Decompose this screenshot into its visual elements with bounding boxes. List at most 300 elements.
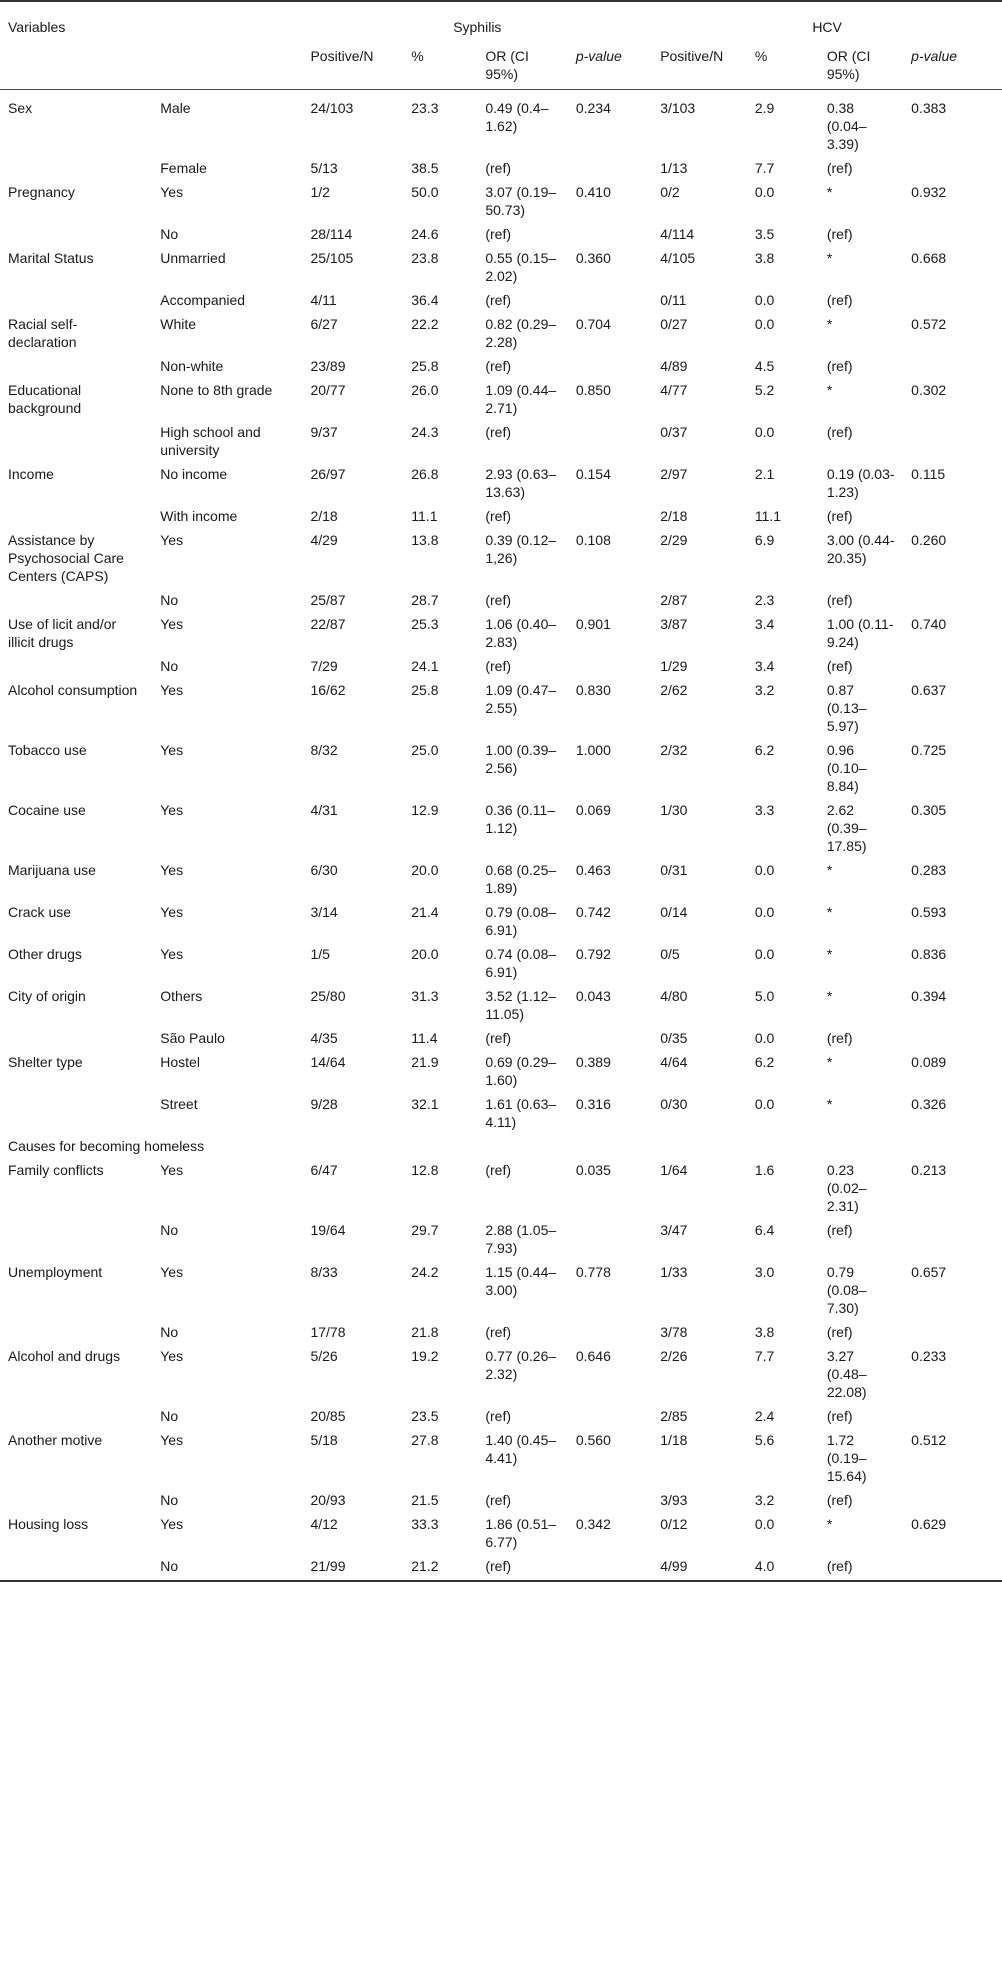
- hcv-pvalue: 0.283: [911, 862, 947, 878]
- hcv-positive: 0/37: [660, 424, 688, 440]
- hcv-or: (ref): [826, 292, 853, 308]
- row-category: Yes: [160, 1162, 184, 1178]
- row-variable: [0, 354, 152, 378]
- hcv-percent: 0.0: [754, 424, 775, 440]
- table-row: [0, 1158, 1002, 1218]
- syphilis-positive: 22/87: [310, 616, 346, 632]
- hcv-or: (ref): [819, 1554, 903, 1581]
- hcv-or: 3.27 (0.48–22.08): [826, 1348, 867, 1400]
- row-category: Yes: [160, 862, 184, 878]
- syphilis-pvalue: 0.389: [575, 1054, 611, 1070]
- row-variable: [0, 420, 152, 462]
- hcv-or: *: [826, 382, 833, 398]
- syphilis-percent: 26.8: [411, 466, 439, 482]
- hcv-percent: 3.2: [754, 1492, 775, 1508]
- syphilis-positive: 4/12: [310, 1516, 338, 1532]
- syphilis-percent: 25.8: [411, 358, 439, 374]
- syphilis-or: (ref): [485, 1030, 511, 1046]
- row-variable: Marijuana use: [8, 862, 96, 878]
- hcv-percent: 0.0: [754, 946, 775, 962]
- row-category: Street: [160, 1096, 198, 1112]
- syphilis-pvalue: 0.646: [575, 1348, 611, 1364]
- syphilis-percent: 12.8: [411, 1162, 439, 1178]
- hcv-pvalue: 0.089: [911, 1054, 947, 1070]
- row-category: No: [160, 592, 179, 608]
- hcv-pvalue: 0.302: [911, 382, 947, 398]
- hcv-or: (ref): [826, 508, 853, 524]
- syphilis-percent: 25.0: [411, 742, 439, 758]
- syphilis-pvalue: 0.704: [575, 316, 611, 332]
- hcv-or: 1.00 (0.11-9.24): [826, 616, 894, 650]
- syphilis-positive: 19/64: [310, 1222, 346, 1238]
- syphilis-pvalue: 0.342: [575, 1516, 611, 1532]
- row-variable: Tobacco use: [8, 742, 87, 758]
- hcv-pvalue: 0.572: [911, 316, 947, 332]
- syphilis-or: 0.77 (0.26–2.32): [485, 1348, 557, 1382]
- hcv-or: (ref): [826, 592, 853, 608]
- hcv-positive: 4/77: [660, 382, 688, 398]
- syphilis-or: 1.09 (0.44–2.71): [485, 382, 557, 416]
- syphilis-positive: 6/47: [310, 1162, 338, 1178]
- row-variable: Income: [8, 466, 54, 482]
- syphilis-percent: 21.4: [411, 904, 439, 920]
- row-variable: [0, 1488, 152, 1512]
- syphilis-or: 1.40 (0.45–4.41): [485, 1432, 557, 1466]
- syphilis-pvalue: [568, 654, 652, 678]
- table-header: [0, 1, 1002, 90]
- syphilis-or: 1.61 (0.63–4.11): [485, 1096, 557, 1130]
- syphilis-pvalue: 0.830: [575, 682, 611, 698]
- row-variable: Crack use: [8, 904, 72, 920]
- syphilis-pvalue: [568, 222, 652, 246]
- syphilis-positive: 20/77: [310, 382, 346, 398]
- hcv-percent: 0.0: [754, 292, 775, 308]
- table-row: [0, 1218, 1002, 1260]
- table-row: [0, 1512, 1002, 1554]
- hcv-or: *: [826, 184, 833, 200]
- syphilis-positive: 8/32: [310, 742, 338, 758]
- syphilis-percent: 11.4: [411, 1030, 438, 1046]
- row-category: No income: [160, 466, 228, 482]
- syphilis-positive: 4/29: [310, 532, 338, 548]
- hcv-percent: 0.0: [754, 1516, 775, 1532]
- syphilis-or: (ref): [485, 292, 511, 308]
- hcv-percent: 0.0: [754, 316, 775, 332]
- hcv-positive: 3/47: [660, 1222, 688, 1238]
- hcv-or: *: [826, 1054, 833, 1070]
- row-category: White: [160, 316, 197, 332]
- syphilis-pvalue: [568, 288, 652, 312]
- syphilis-pvalue: 0.035: [575, 1162, 611, 1178]
- syphilis-or: (ref): [485, 658, 511, 674]
- syphilis-pvalue: 0.792: [575, 946, 611, 962]
- syphilis-or: (ref): [485, 226, 511, 242]
- syphilis-percent: 27.8: [411, 1432, 439, 1448]
- syphilis-pvalue: 0.360: [575, 250, 611, 266]
- hcv-or: *: [826, 946, 833, 962]
- syphilis-or: 1.86 (0.51–6.77): [485, 1516, 557, 1550]
- syphilis-pvalue: [568, 1404, 652, 1428]
- row-variable: [0, 1554, 152, 1581]
- table-row: [0, 798, 1002, 858]
- hcv-positive: 2/97: [660, 466, 688, 482]
- row-category: Non-white: [160, 358, 224, 374]
- table-row: [0, 1488, 1002, 1512]
- table-row: [0, 738, 1002, 798]
- hcv-percent: 2.9: [754, 100, 775, 116]
- syphilis-or: (ref): [485, 358, 511, 374]
- syphilis-percent: 19.2: [411, 1348, 439, 1364]
- syphilis-percent: 23.3: [411, 100, 439, 116]
- syphilis-pvalue: [568, 1320, 652, 1344]
- syphilis-positive: 5/26: [310, 1348, 338, 1364]
- hcv-percent: 3.2: [754, 682, 775, 698]
- syphilis-percent: 24.1: [411, 658, 439, 674]
- syphilis-positive: 1/2: [310, 184, 330, 200]
- syphilis-pvalue: 0.560: [575, 1432, 611, 1448]
- hcv-positive: 1/29: [660, 658, 688, 674]
- syphilis-or: (ref): [485, 508, 511, 524]
- row-variable: Assistance by Psychosocial Care Centers (CAPS): [8, 532, 124, 584]
- hcv-pvalue: [903, 588, 1002, 612]
- row-category: Accompanied: [160, 292, 246, 308]
- header-hcv-percent: %: [747, 44, 819, 90]
- hcv-percent: 5.6: [754, 1432, 775, 1448]
- syphilis-or: (ref): [477, 1554, 568, 1581]
- syphilis-pvalue: 0.850: [575, 382, 611, 398]
- hcv-percent: 6.2: [754, 1054, 775, 1070]
- syphilis-pvalue: [568, 354, 652, 378]
- table-row: [0, 462, 1002, 504]
- table-row: [0, 504, 1002, 528]
- syphilis-percent: 23.5: [411, 1408, 439, 1424]
- row-category: Yes: [160, 1516, 184, 1532]
- hcv-positive: 1/64: [660, 1162, 688, 1178]
- hcv-or: *: [826, 1096, 833, 1112]
- hcv-percent: 11.1: [754, 508, 782, 524]
- syphilis-percent: 11.1: [411, 508, 438, 524]
- row-variable: [0, 156, 152, 180]
- hcv-or: 0.79 (0.08–7.30): [826, 1264, 867, 1316]
- hcv-percent: 7.7: [754, 160, 775, 176]
- syphilis-pvalue: 0.154: [575, 466, 611, 482]
- hcv-or: (ref): [826, 1408, 853, 1424]
- syphilis-positive: 9/28: [310, 1096, 338, 1112]
- syphilis-positive: 5/13: [310, 160, 338, 176]
- table-row: [0, 354, 1002, 378]
- hcv-pvalue: 0.593: [911, 904, 947, 920]
- row-variable: [0, 1320, 152, 1344]
- hcv-positive: 0/12: [660, 1516, 688, 1532]
- syphilis-or: (ref): [485, 424, 511, 440]
- hcv-positive: 0/30: [660, 1096, 688, 1112]
- syphilis-positive: 3/14: [310, 904, 338, 920]
- row-category: Unmarried: [160, 250, 226, 266]
- syphilis-or: 0.39 (0.12–1,26): [485, 532, 557, 566]
- syphilis-or: 0.49 (0.4–1.62): [485, 100, 549, 134]
- header-hcv-pvalue: p-value: [903, 44, 1002, 90]
- hcv-or: *: [826, 1516, 833, 1532]
- hcv-positive: 4/89: [660, 358, 688, 374]
- syphilis-percent: 25.3: [411, 616, 439, 632]
- syphilis-or: (ref): [485, 1408, 511, 1424]
- syphilis-positive: 4/35: [310, 1030, 338, 1046]
- syphilis-percent: 38.5: [411, 160, 439, 176]
- syphilis-or: 0.74 (0.08–6.91): [485, 946, 557, 980]
- row-variable: Family conflicts: [8, 1162, 104, 1178]
- hcv-positive: 1/30: [660, 802, 688, 818]
- hcv-pvalue: 0.233: [911, 1348, 947, 1364]
- hcv-or: (ref): [826, 1222, 853, 1238]
- header-syphilis-positive: Positive/N: [302, 44, 403, 90]
- row-variable: [0, 1218, 152, 1260]
- row-variable: Educational background: [8, 382, 82, 416]
- syphilis-positive: 1/5: [310, 946, 330, 962]
- hcv-positive: 2/85: [660, 1408, 688, 1424]
- hcv-percent: 2.4: [754, 1408, 775, 1424]
- hcv-percent: 0.0: [754, 1030, 775, 1046]
- hcv-positive: 2/18: [660, 508, 688, 524]
- row-variable: Shelter type: [8, 1054, 83, 1070]
- syphilis-pvalue: [568, 1218, 652, 1260]
- hcv-pvalue: [903, 654, 1002, 678]
- row-variable: Racial self-declaration: [8, 316, 78, 350]
- row-variable: Alcohol consumption: [8, 682, 138, 698]
- table-row: [0, 1404, 1002, 1428]
- syphilis-or: 0.68 (0.25–1.89): [485, 862, 557, 896]
- syphilis-or: 1.06 (0.40–2.83): [485, 616, 557, 650]
- table-row: [0, 1428, 1002, 1488]
- row-category: São Paulo: [160, 1030, 225, 1046]
- syphilis-or: 1.00 (0.39–2.56): [485, 742, 557, 776]
- hcv-or: 0.38 (0.04–3.39): [826, 100, 867, 152]
- hcv-positive: 4/80: [660, 988, 688, 1004]
- hcv-or: *: [826, 988, 833, 1004]
- hcv-pvalue: [903, 420, 1002, 462]
- syphilis-percent: 12.9: [411, 802, 439, 818]
- row-category: Yes: [160, 802, 184, 818]
- hcv-positive: 1/13: [660, 160, 688, 176]
- syphilis-pvalue: 0.778: [575, 1264, 611, 1280]
- syphilis-or: 0.79 (0.08–6.91): [485, 904, 557, 938]
- row-category: Yes: [160, 682, 184, 698]
- syphilis-percent: 24.3: [411, 424, 439, 440]
- syphilis-positive: 5/18: [310, 1432, 338, 1448]
- hcv-or: 1.72 (0.19–15.64): [826, 1432, 867, 1484]
- row-variable: Unemployment: [8, 1264, 103, 1280]
- syphilis-positive: 7/29: [310, 658, 338, 674]
- table-row: [0, 246, 1002, 288]
- row-category: Others: [160, 988, 203, 1004]
- hcv-percent: 0.0: [754, 862, 775, 878]
- hcv-pvalue: 0.668: [911, 250, 947, 266]
- row-category: Yes: [160, 532, 184, 548]
- hcv-percent: 0.0: [754, 1096, 775, 1112]
- header-variables: Variables: [0, 1, 302, 44]
- hcv-pvalue: [903, 1404, 1002, 1428]
- syphilis-or: 0.36 (0.11–1.12): [485, 802, 556, 836]
- hcv-positive: 0/5: [660, 946, 680, 962]
- hcv-percent: 1.6: [754, 1162, 775, 1178]
- syphilis-percent: 20.0: [411, 946, 439, 962]
- syphilis-pvalue: 0.463: [575, 862, 611, 878]
- row-category: Male: [160, 100, 191, 116]
- syphilis-or: 0.82 (0.29–2.28): [485, 316, 557, 350]
- row-category: Female: [160, 160, 207, 176]
- syphilis-positive: 24/103: [310, 100, 354, 116]
- hcv-percent: 4.0: [747, 1554, 819, 1581]
- row-category: No: [160, 1408, 179, 1424]
- header-syphilis: Syphilis: [302, 1, 652, 44]
- table-row: [0, 588, 1002, 612]
- syphilis-percent: 21.2: [403, 1554, 477, 1581]
- row-category: Yes: [160, 184, 184, 200]
- hcv-percent: 6.4: [754, 1222, 775, 1238]
- table-row: [0, 678, 1002, 738]
- hcv-positive: 0/2: [660, 184, 680, 200]
- table-row: [0, 420, 1002, 462]
- row-category: Hostel: [160, 1054, 200, 1070]
- hcv-percent: 5.0: [754, 988, 775, 1004]
- table-row: [0, 222, 1002, 246]
- hcv-pvalue: [903, 1320, 1002, 1344]
- row-category: Yes: [160, 1432, 184, 1448]
- syphilis-or: 3.07 (0.19–50.73): [485, 184, 557, 218]
- hcv-or: (ref): [826, 226, 853, 242]
- hcv-or: (ref): [826, 358, 853, 374]
- syphilis-or: (ref): [485, 1324, 511, 1340]
- hcv-pvalue: [903, 1218, 1002, 1260]
- header-blank: [0, 44, 152, 90]
- table-row: [0, 942, 1002, 984]
- row-category: Yes: [160, 904, 184, 920]
- hcv-or: (ref): [826, 658, 853, 674]
- hcv-pvalue: 0.326: [911, 1096, 947, 1112]
- hcv-percent: 6.9: [754, 532, 775, 548]
- hcv-pvalue: 0.512: [911, 1432, 947, 1448]
- hcv-percent: 3.5: [754, 226, 775, 242]
- table-row: [0, 1092, 1002, 1134]
- hcv-positive: 2/26: [660, 1348, 688, 1364]
- table-row: [0, 312, 1002, 354]
- syphilis-positive: 4/31: [310, 802, 338, 818]
- hcv-positive: 4/114: [660, 226, 695, 242]
- hcv-pvalue: [903, 504, 1002, 528]
- syphilis-pvalue: [568, 1488, 652, 1512]
- row-variable: [0, 288, 152, 312]
- row-variable: Another motive: [8, 1432, 103, 1448]
- header-syphilis-percent: %: [403, 44, 477, 90]
- row-variable: Sex: [8, 100, 33, 116]
- syphilis-percent: 33.3: [411, 1516, 439, 1532]
- syphilis-pvalue: [568, 588, 652, 612]
- syphilis-pvalue: 0.901: [575, 616, 611, 632]
- syphilis-or: (ref): [485, 1162, 511, 1178]
- syphilis-percent: 13.8: [411, 532, 439, 548]
- syphilis-positive: 8/33: [310, 1264, 338, 1280]
- syphilis-or: 2.88 (1.05–7.93): [485, 1222, 557, 1256]
- hcv-percent: 2.1: [754, 466, 775, 482]
- hcv-percent: 6.2: [754, 742, 775, 758]
- hcv-percent: 3.4: [754, 658, 775, 674]
- hcv-pvalue: 0.394: [911, 988, 947, 1004]
- hcv-percent: 3.8: [754, 250, 775, 266]
- row-variable: Other drugs: [8, 946, 82, 962]
- syphilis-or: 0.55 (0.15–2.02): [485, 250, 557, 284]
- syphilis-percent: 29.7: [411, 1222, 439, 1238]
- row-variable: [0, 1092, 152, 1134]
- syphilis-percent: 26.0: [411, 382, 439, 398]
- row-category: Yes: [160, 742, 184, 758]
- syphilis-percent: 22.2: [411, 316, 439, 332]
- table-row: [0, 180, 1002, 222]
- syphilis-or: 3.52 (1.12–11.05): [485, 988, 557, 1022]
- row-variable: [0, 654, 152, 678]
- syphilis-positive: 17/78: [310, 1324, 346, 1340]
- syphilis-percent: 32.1: [411, 1096, 439, 1112]
- hcv-percent: 0.0: [754, 904, 775, 920]
- syphilis-or: (ref): [485, 160, 511, 176]
- hcv-pvalue: 0.932: [911, 184, 947, 200]
- syphilis-positive: 28/114: [310, 226, 353, 242]
- hcv-positive: 1/18: [660, 1432, 688, 1448]
- hcv-positive: 2/32: [660, 742, 688, 758]
- hcv-or: *: [826, 250, 833, 266]
- row-category: No: [160, 1492, 179, 1508]
- hcv-pvalue: [903, 156, 1002, 180]
- syphilis-positive: 6/30: [310, 862, 338, 878]
- hcv-pvalue: [903, 1026, 1002, 1050]
- hcv-positive: 0/35: [660, 1030, 688, 1046]
- syphilis-positive: 20/85: [310, 1408, 346, 1424]
- section-label: Causes for becoming homeless: [8, 1138, 205, 1154]
- hcv-percent: 5.2: [754, 382, 775, 398]
- syphilis-or: 2.93 (0.63–13.63): [485, 466, 557, 500]
- hcv-positive: 0/11: [660, 292, 687, 308]
- header-hcv-positive: Positive/N: [652, 44, 747, 90]
- syphilis-pvalue: [568, 156, 652, 180]
- row-category: Yes: [160, 616, 184, 632]
- table-row: [0, 1554, 1002, 1581]
- syphilis-positive: 14/64: [310, 1054, 346, 1070]
- syphilis-positive: 21/99: [302, 1554, 403, 1581]
- syphilis-percent: 21.8: [411, 1324, 439, 1340]
- hcv-or: 2.62 (0.39–17.85): [826, 802, 867, 854]
- row-variable: Pregnancy: [8, 184, 75, 200]
- hcv-pvalue: 0.836: [911, 946, 947, 962]
- hcv-or: 0.87 (0.13–5.97): [826, 682, 867, 734]
- hcv-pvalue: 0.725: [911, 742, 947, 758]
- hcv-positive: 1/33: [660, 1264, 688, 1280]
- hcv-pvalue: [903, 288, 1002, 312]
- hcv-pvalue: [903, 1488, 1002, 1512]
- syphilis-positive: 4/11: [310, 292, 337, 308]
- hcv-or: (ref): [826, 160, 853, 176]
- syphilis-pvalue: 0.410: [575, 184, 611, 200]
- row-category: No: [160, 658, 179, 674]
- hcv-pvalue: 0.260: [911, 532, 947, 548]
- header-blank: [152, 44, 302, 90]
- hcv-or: (ref): [826, 1030, 853, 1046]
- syphilis-percent: 21.9: [411, 1054, 439, 1070]
- table-row: [0, 1260, 1002, 1320]
- hcv-positive: 0/31: [660, 862, 688, 878]
- hcv-percent: 2.3: [754, 592, 775, 608]
- syphilis-percent: 36.4: [411, 292, 439, 308]
- hcv-pvalue: 0.637: [911, 682, 947, 698]
- syphilis-percent: 25.8: [411, 682, 439, 698]
- syphilis-positive: 16/62: [310, 682, 346, 698]
